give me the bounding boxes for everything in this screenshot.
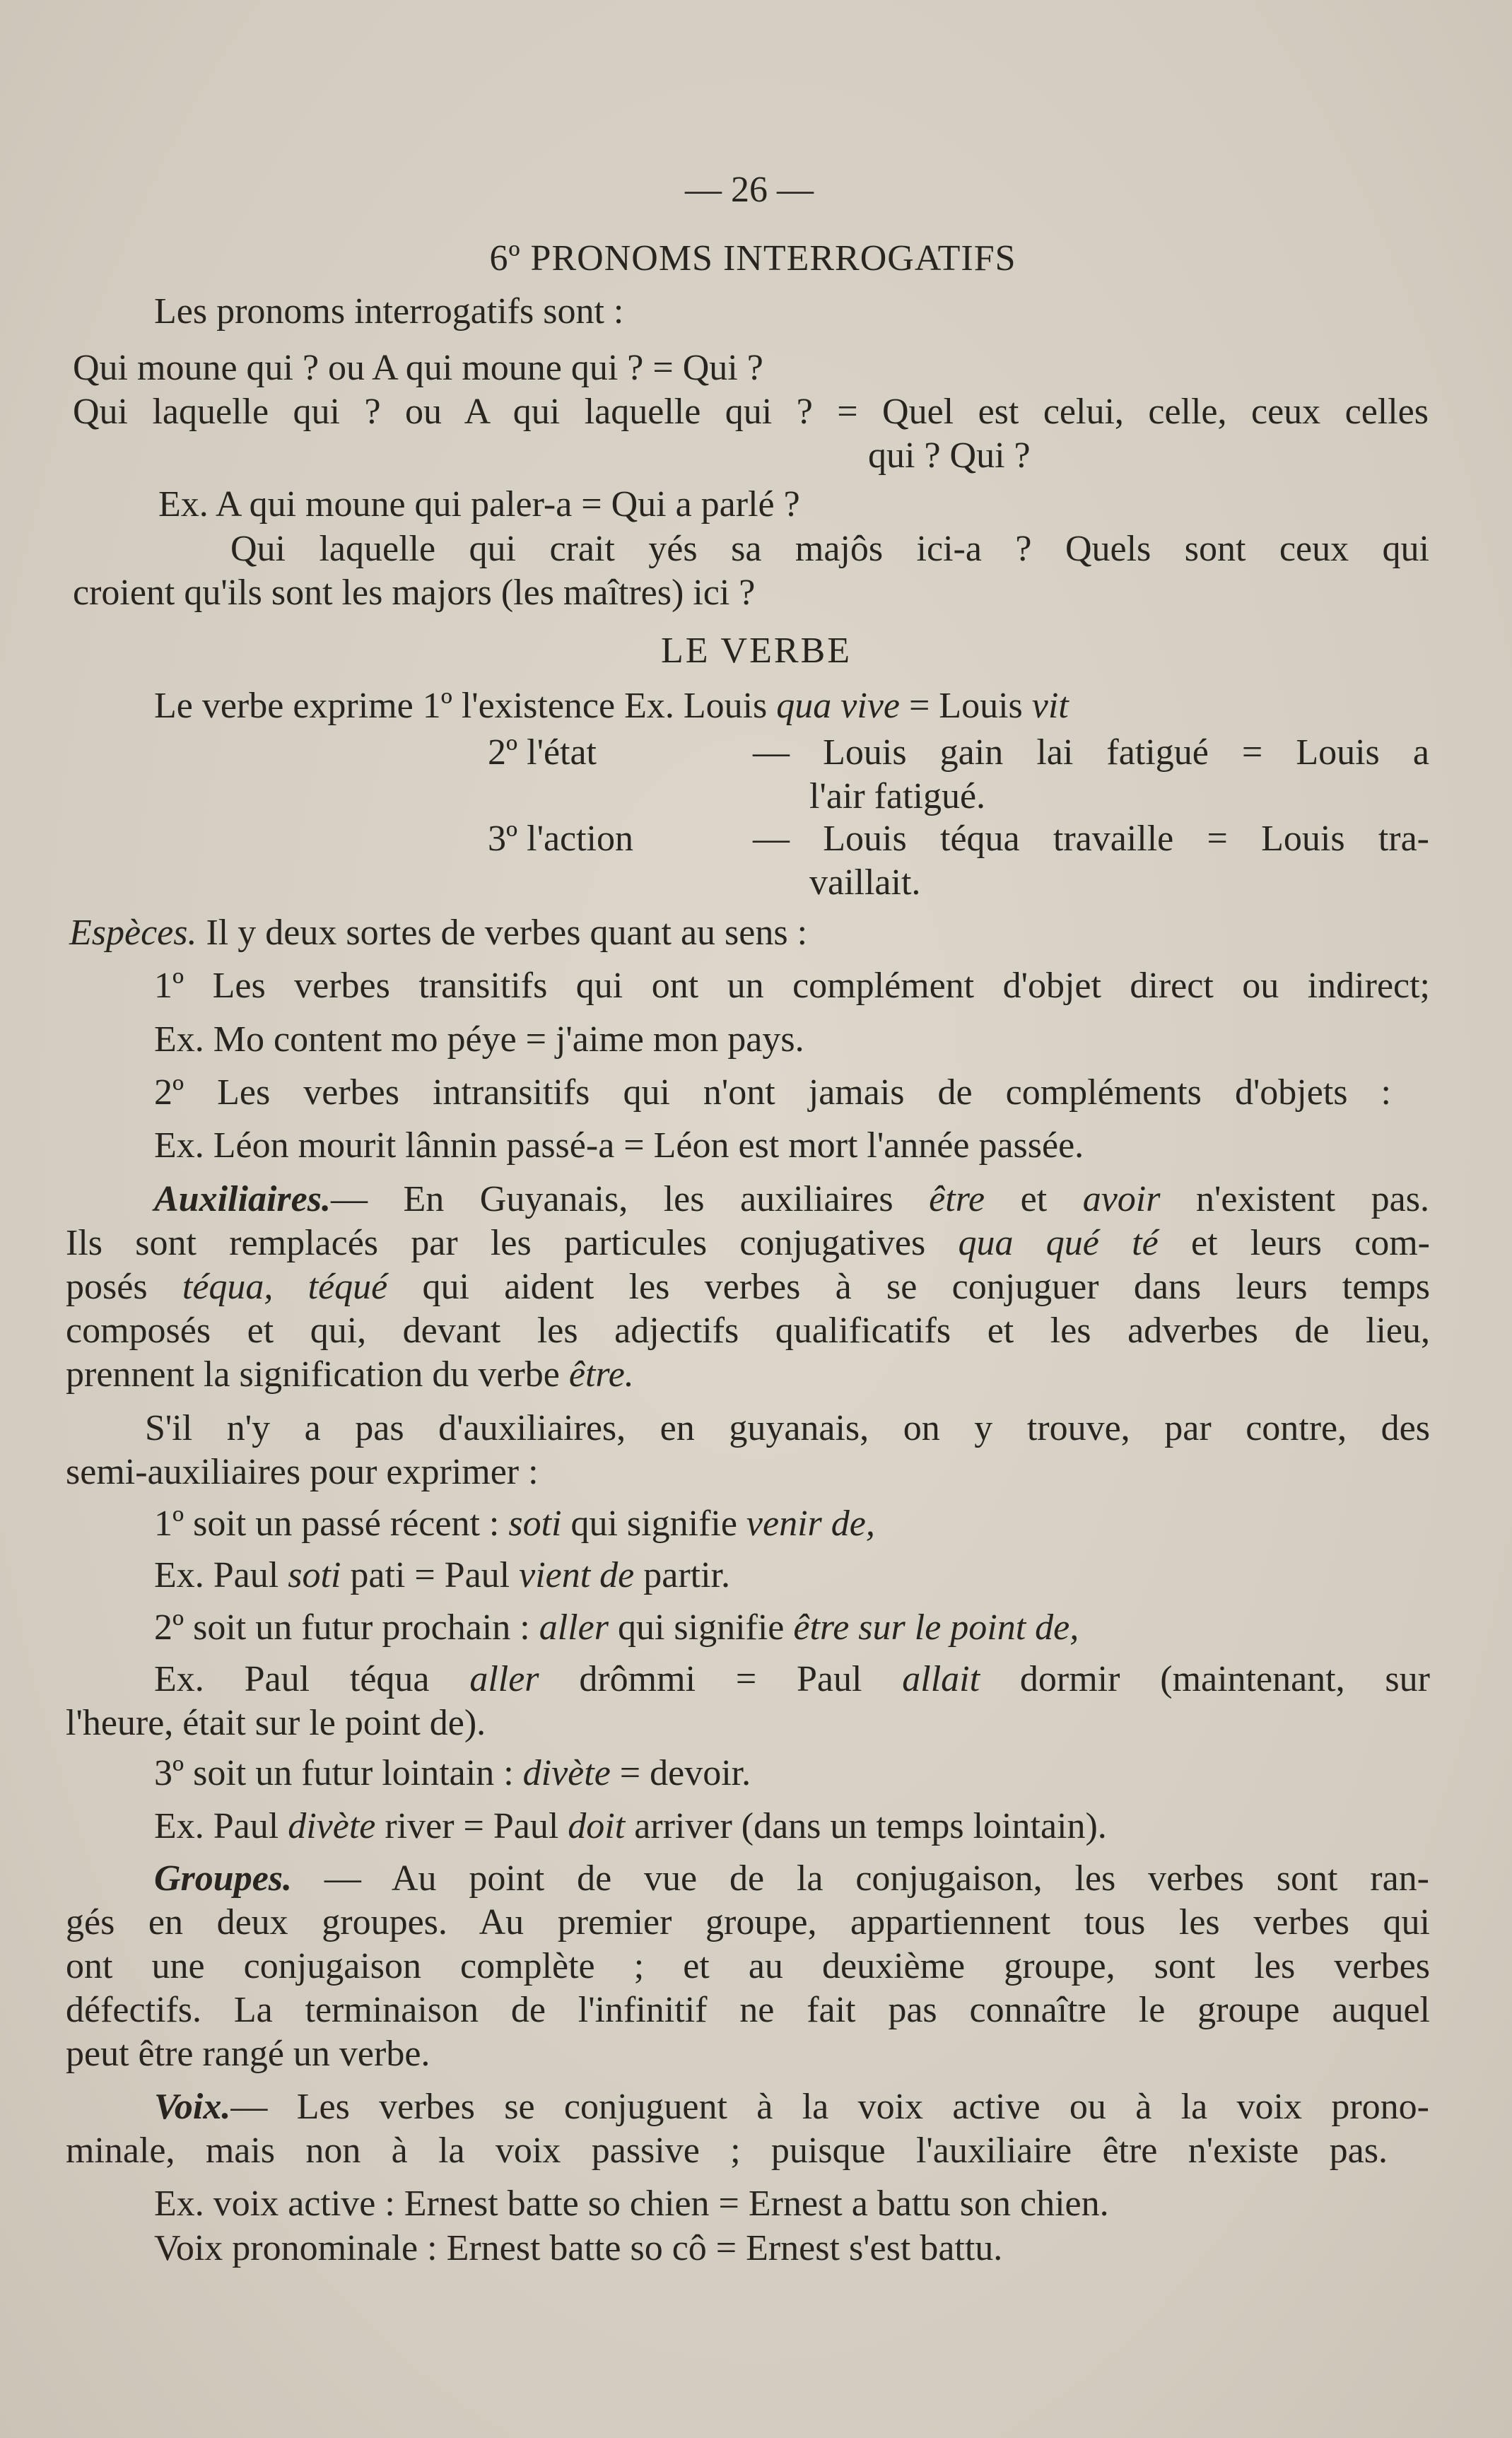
verbe-etat-cont: l'air fatigué. — [809, 776, 986, 816]
groupes-line-2: gés en deux groupes. Au premier groupe, appartiennent tous les verbes qui — [66, 1902, 1430, 1942]
auxiliaires-line-2 — [66, 1221, 1430, 1265]
futur-prochain-ex-d: allait — [902, 1659, 980, 1699]
verbe-action-label: 3º l'action — [488, 819, 633, 859]
auxiliaires-text-2a: Ils sont remplacés par les particules conjugatives — [66, 1223, 959, 1263]
futur-prochain-point: être sur le point de, — [793, 1607, 1079, 1648]
passe-recent-ex-e: partir. — [634, 1555, 730, 1595]
auxiliaires-line-1 — [154, 1178, 1429, 1221]
auxiliaires-etre-2: être. — [568, 1354, 634, 1395]
auxiliaires-line-3 — [66, 1265, 1430, 1309]
futur-lointain-text: 3º soit un futur lointain : — [154, 1753, 523, 1793]
futur-prochain-ex-a: Ex. Paul téqua — [154, 1659, 470, 1699]
groupes-line-3: ont une conjugaison complète ; et au deuxième groupe, sont les verbes — [66, 1946, 1430, 1986]
interrogatifs-intro: Les pronoms interrogatifs sont : — [154, 291, 624, 332]
passe-recent-line — [154, 1502, 875, 1546]
futur-lointain-ex-a: Ex. Paul — [154, 1806, 288, 1846]
futur-prochain-ex-c: drômmi = Paul — [539, 1659, 903, 1699]
verbe-line-1 — [154, 684, 1069, 728]
transitifs-line: 1º Les verbes transitifs qui ont un complément d'objet direct ou indirect; — [154, 966, 1430, 1006]
verbe-action-cont: vaillait. — [809, 862, 921, 903]
passe-recent-ex-d: vient de — [519, 1555, 635, 1595]
auxiliaires-label: Auxiliaires. — [154, 1179, 331, 1219]
intransitifs-line: 2º Les verbes intransitifs qui n'ont jamais de compléments d'objets : — [154, 1072, 1391, 1113]
futur-prochain-example-cont: l'heure, était sur le point de). — [66, 1703, 486, 1743]
voix-text-1: — Les verbes se conjuguent à la voix active ou à la voix prono- — [230, 2087, 1429, 2127]
auxiliaires-avoir: avoir — [1082, 1179, 1161, 1219]
interrogatifs-example-1: Ex. A qui moune qui paler-a = Qui a parlé ? — [158, 484, 800, 524]
futur-lointain-ex-e: arriver (dans un temps lointain). — [625, 1806, 1107, 1846]
verbe-action-text: — Louis téqua travaille = Louis tra- — [753, 819, 1429, 859]
passe-recent-soti: soti — [508, 1504, 562, 1544]
intransitifs-example: Ex. Léon mourit lânnin passé-a = Léon est mort l'année passée. — [154, 1125, 1084, 1166]
interrogatifs-example-2-cont: croient qu'ils sont les majors (les maîtres) ici ? — [73, 573, 756, 613]
interrogatifs-line-2-cont: qui ? Qui ? — [868, 435, 1031, 476]
section-title: 6º PRONOMS INTERROGATIFS — [489, 238, 1016, 279]
futur-lointain-divete: divète — [522, 1753, 611, 1793]
futur-prochain-aller: aller — [539, 1607, 609, 1648]
auxiliaires-text-3a: posés — [66, 1267, 182, 1307]
groupes-label: Groupes. — [154, 1858, 293, 1899]
passe-recent-venir: venir de, — [746, 1504, 875, 1544]
voix-line-2: minale, mais non à la voix passive ; puisque l'auxiliaire être n'existe pas. — [66, 2131, 1388, 2171]
futur-lointain-ex-c: river = Paul — [375, 1806, 568, 1846]
verbe-title: LE VERBE — [660, 631, 852, 671]
futur-prochain-text: 2º soit un futur prochain : — [154, 1607, 539, 1648]
futur-lointain-example — [154, 1805, 1107, 1848]
groupes-line-4: défectifs. La terminaison de l'infinitif ne fait pas connaître le groupe auquel — [66, 1990, 1430, 2030]
auxiliaires-etre: être — [929, 1179, 985, 1219]
auxiliaires-text-2c: et leurs com- — [1158, 1223, 1430, 1263]
interrogatifs-line-2: Qui laquelle qui ? ou A qui laquelle qui ? = Quel est celui, celle, ceux celles — [73, 392, 1429, 432]
especes-line — [69, 911, 807, 955]
transitifs-example: Ex. Mo content mo péye = j'aime mon pays. — [154, 1019, 804, 1060]
auxiliaires-line-4: composés et qui, devant les adjectifs qualificatifs et les adverbes de lieu, — [66, 1311, 1430, 1351]
futur-lointain-ex-d: doit — [568, 1806, 626, 1846]
verbe-etat-label: 2º l'état — [488, 732, 597, 773]
passe-recent-signifie: qui signifie — [561, 1504, 746, 1544]
verbe-line-1-italic: qua vive — [776, 686, 900, 726]
interrogatifs-example-2: Qui laquelle qui crait yés sa majôs ici-a ? Quels sont ceux qui — [230, 529, 1429, 569]
futur-prochain-line — [154, 1606, 1079, 1650]
groupes-line-1 — [154, 1857, 1429, 1901]
futur-lointain-line — [154, 1752, 751, 1795]
page-number: — 26 — — [685, 170, 814, 210]
auxiliaires-composes: téqua, téqué — [182, 1267, 388, 1307]
voix-example-pronominale: Voix pronominale : Ernest batte so cô = Ernest s'est battu. — [154, 2228, 1003, 2268]
groupes-text-1: — Au point de vue de la conjugaison, les verbes sont ran- — [292, 1858, 1429, 1899]
passe-recent-ex-c: pati = Paul — [341, 1555, 520, 1595]
interrogatifs-line-1: Qui moune qui ? ou A qui moune qui ? = Qui ? — [73, 348, 763, 388]
passe-recent-example — [154, 1554, 730, 1598]
auxiliaires-particules: qua qué té — [958, 1223, 1159, 1263]
groupes-line-5: peut être rangé un verbe. — [66, 2034, 430, 2074]
voix-label: Voix. — [154, 2087, 231, 2127]
voix-line-1 — [154, 2085, 1429, 2129]
auxiliaires-text-5a: prennent la signification du verbe — [66, 1354, 569, 1395]
futur-lointain-devoir: = devoir. — [610, 1753, 751, 1793]
futur-prochain-ex-b: aller — [469, 1659, 539, 1699]
futur-lointain-ex-b: divète — [288, 1806, 376, 1846]
especes-label: Espèces. — [69, 913, 197, 953]
auxiliaires-text-3c: qui aident les verbes à se conjuguer dans leurs temps — [387, 1267, 1430, 1307]
auxiliaires-text-1e: n'existent pas. — [1160, 1179, 1429, 1219]
passe-recent-ex-b: soti — [288, 1555, 341, 1595]
futur-prochain-ex-e: dormir (maintenant, sur — [980, 1659, 1430, 1699]
passe-recent-text: 1º soit un passé récent : — [154, 1504, 509, 1544]
semi-auxiliaires-line-1: S'il n'y a pas d'auxiliaires, en guyanais, on y trouve, par contre, des — [145, 1408, 1430, 1448]
verbe-line-1-eq: = Louis — [899, 686, 1032, 726]
futur-prochain-example — [154, 1658, 1430, 1701]
auxiliaires-text-1a: — En Guyanais, les auxiliaires — [330, 1179, 930, 1219]
semi-auxiliaires-line-2: semi-auxiliaires pour exprimer : — [66, 1452, 539, 1492]
verbe-line-1-italic-2: vit — [1031, 686, 1069, 726]
verbe-etat-text: — Louis gain lai fatigué = Louis a — [753, 732, 1429, 773]
auxiliaires-et: et — [985, 1179, 1083, 1219]
futur-prochain-signifie: qui signifie — [608, 1607, 794, 1648]
voix-example-active: Ex. voix active : Ernest batte so chien = Ernest a battu son chien. — [154, 2184, 1109, 2224]
passe-recent-ex-a: Ex. Paul — [154, 1555, 288, 1595]
especes-text: Il y deux sortes de verbes quant au sens : — [197, 913, 808, 953]
verbe-line-1-text: Le verbe exprime 1º l'existence Ex. Louis — [154, 686, 777, 726]
auxiliaires-line-5 — [66, 1353, 634, 1397]
